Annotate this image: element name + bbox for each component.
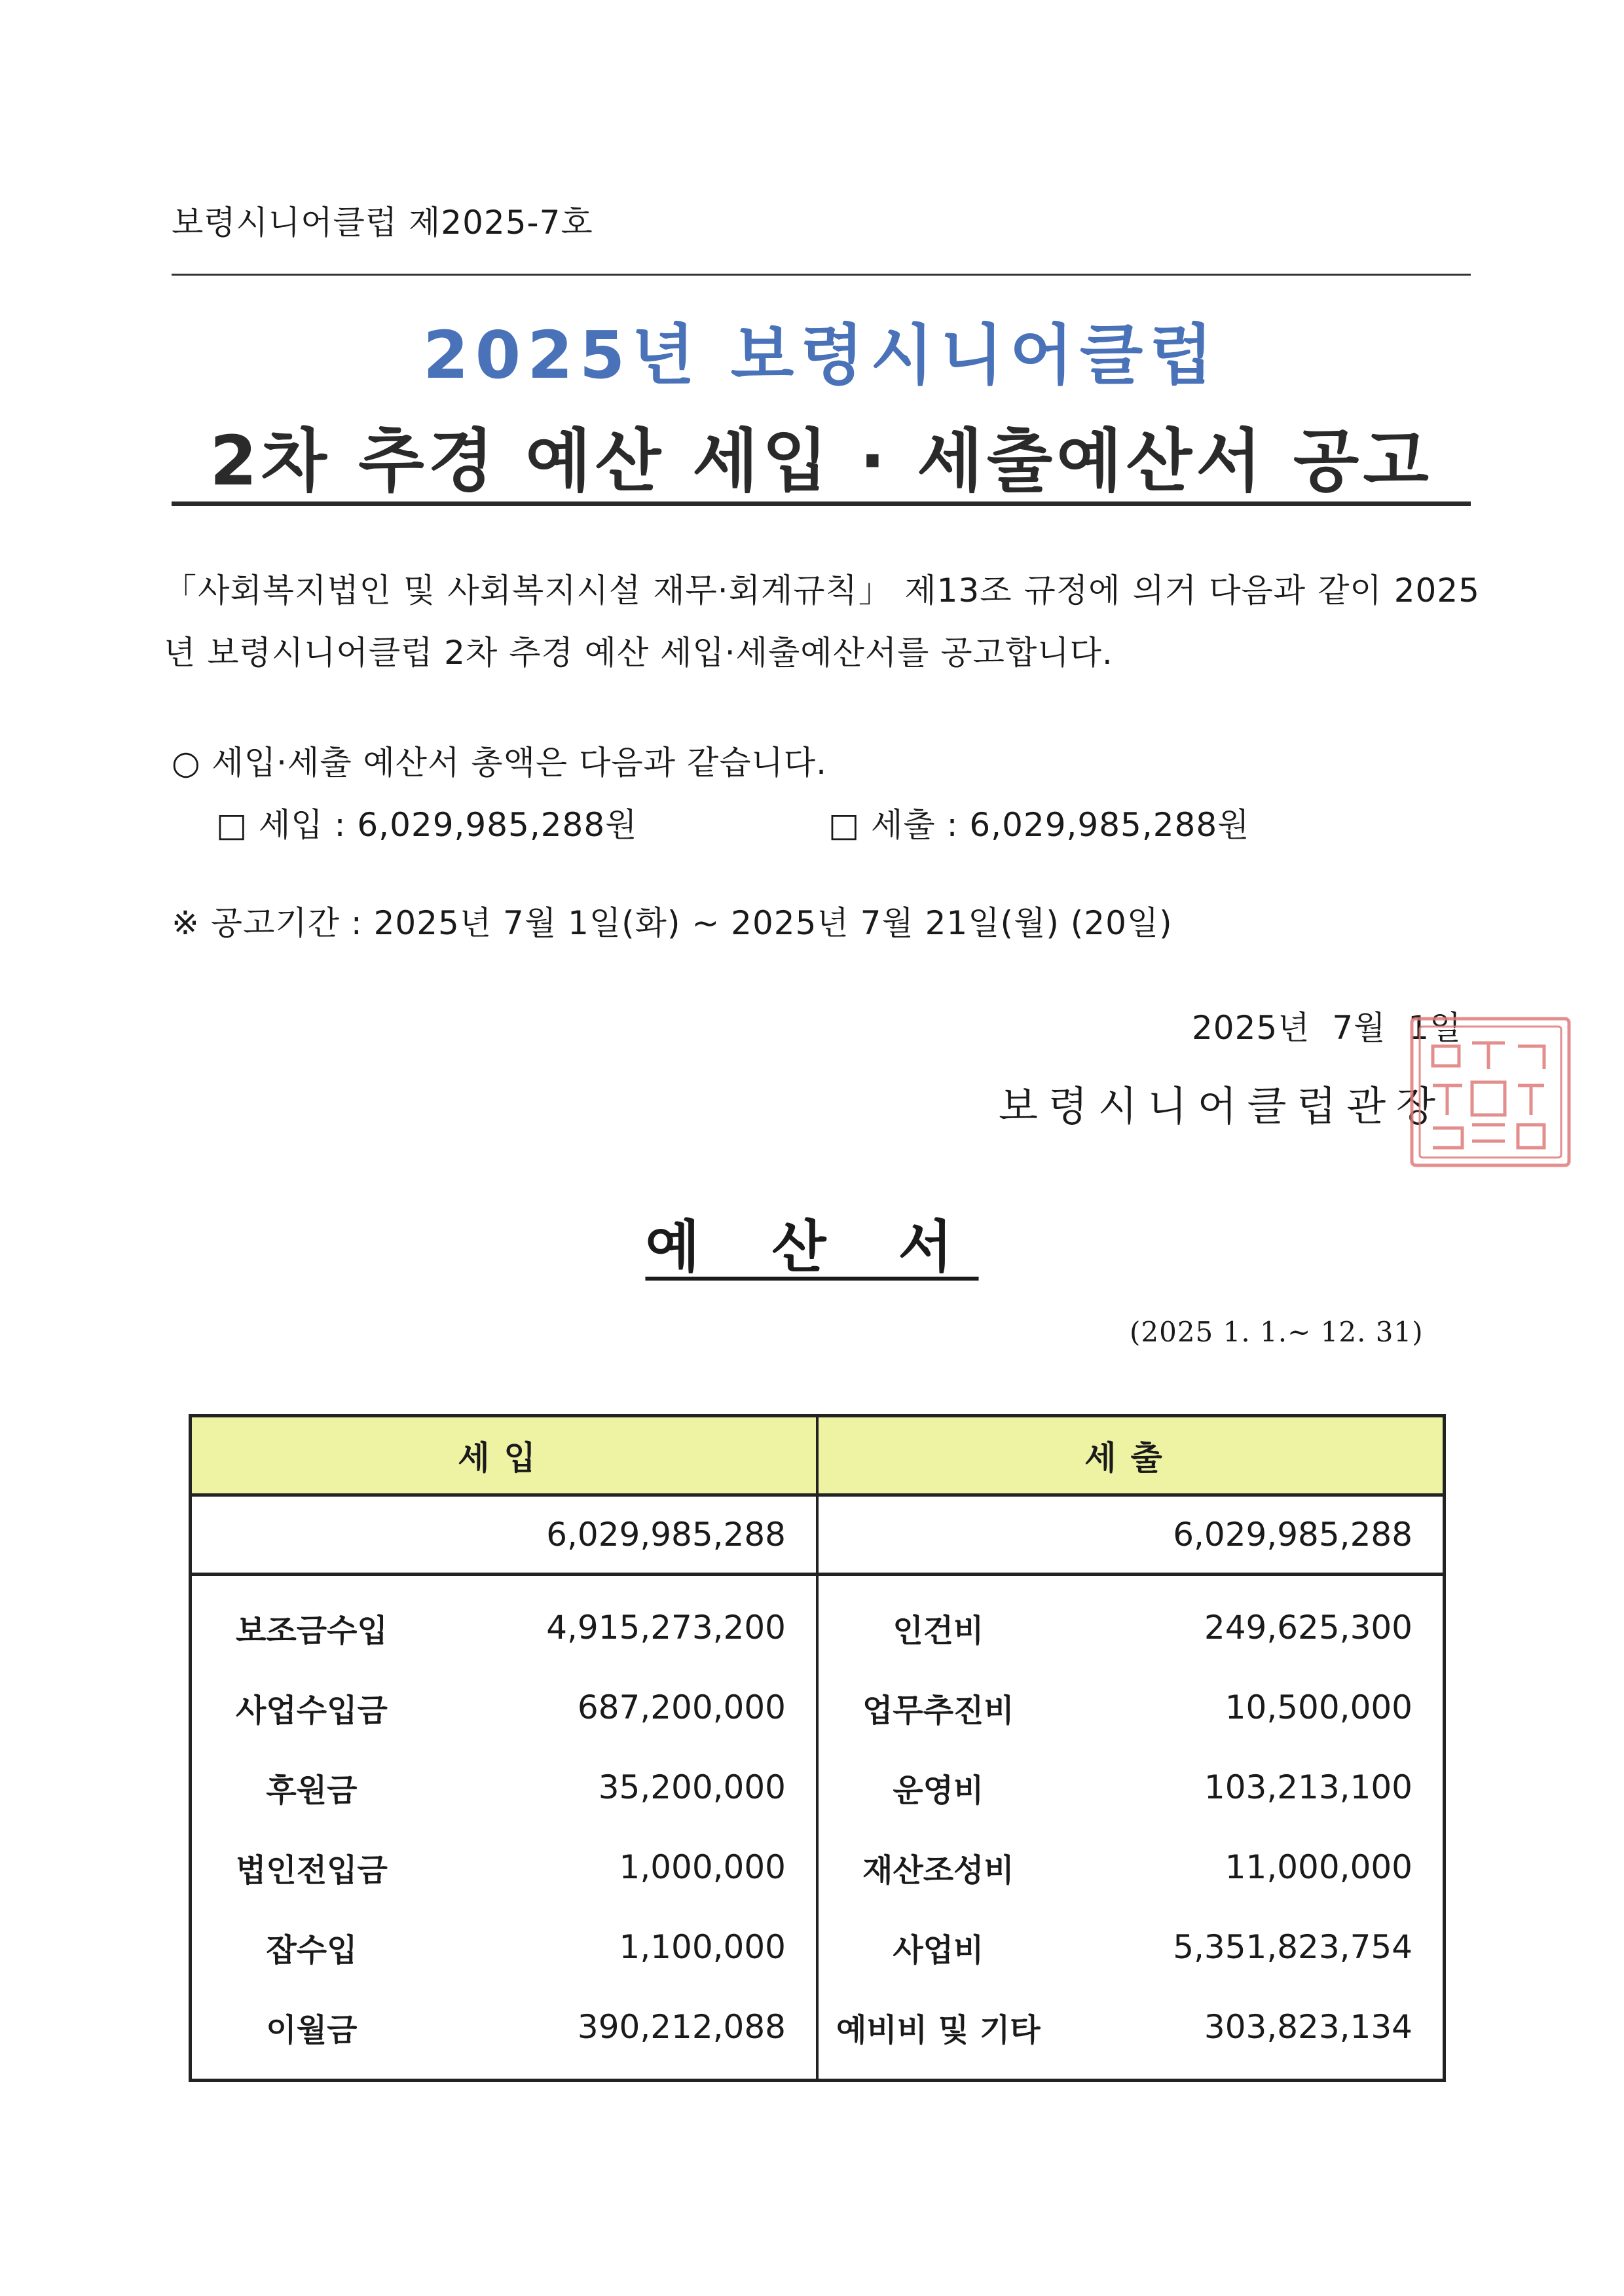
expense-item-label: 운영비 bbox=[893, 1772, 984, 1809]
revenue-item-label: 보조금수입 bbox=[235, 1612, 388, 1649]
revenue-item-label: 사업수입금 bbox=[235, 1692, 388, 1729]
revenue-item-amount: 390,212,088 bbox=[432, 1987, 817, 2081]
notice-period: ※ 공고기간 : 2025년 7월 1일(화) ~ 2025년 7월 21일(월) (20일) bbox=[172, 904, 1173, 942]
table-header-row bbox=[191, 1416, 1445, 1495]
budget-period: (2025 1. 1.~ 12. 31) bbox=[1130, 1316, 1424, 1348]
revenue-item-amount: 35,200,000 bbox=[432, 1747, 817, 1827]
expense-item-label: 업무추진비 bbox=[862, 1692, 1014, 1729]
expense-item-amount: 11,000,000 bbox=[1225, 1848, 1412, 1886]
expense-item-label: 예비비 및 기타 bbox=[836, 2011, 1041, 2049]
revenue-item-amount: 687,200,000 bbox=[432, 1667, 817, 1747]
title-underline bbox=[172, 501, 1471, 506]
official-seal-icon bbox=[1407, 1013, 1574, 1171]
document-number: 보령시니어클럽 제2025-7호 bbox=[172, 204, 593, 242]
intro-paragraph: 「사회복지법인 및 사회복지시설 재무·회계규칙」 제13조 규정에 의거 다음과 같이 2025년 보령시니어클럽 2차 추경 예산 세입·세출예산서를 공고합니다. bbox=[164, 572, 1480, 672]
revenue-item-amount: 1,100,000 bbox=[432, 1907, 817, 1987]
expense-item-amount: 103,213,100 bbox=[1204, 1768, 1412, 1806]
table-row bbox=[191, 1667, 1445, 1747]
revenue-item-label: 법인전입금 bbox=[235, 1851, 388, 1889]
table-row bbox=[191, 1575, 1445, 1668]
header-divider bbox=[172, 274, 1471, 276]
budget-table bbox=[189, 1414, 1446, 2082]
expense-header: 세출 bbox=[817, 1416, 1445, 1495]
expense-total-line: □ 세출 : 6,029,985,288원 bbox=[828, 806, 1250, 844]
title-line-1: 2025년 보령시니어클럽 bbox=[423, 317, 1219, 393]
table-row bbox=[191, 1747, 1445, 1827]
summary-text: ○ 세입·세출 예산서 총액은 다음과 같습니다. bbox=[172, 744, 827, 782]
budget-title: 예 산 서 bbox=[645, 1214, 979, 1280]
revenue-item-label: 후원금 bbox=[266, 1772, 358, 1809]
revenue-item-label: 이월금 bbox=[266, 2011, 358, 2049]
expense-item-amount: 249,625,300 bbox=[1204, 1609, 1412, 1647]
expense-item-amount: 10,500,000 bbox=[1225, 1688, 1412, 1726]
table-row bbox=[191, 1987, 1445, 2081]
expense-item-amount: 303,823,134 bbox=[1204, 2008, 1412, 2046]
revenue-header: 세입 bbox=[191, 1416, 817, 1495]
revenue-total-line: □ 세입 : 6,029,985,288원 bbox=[216, 806, 638, 844]
revenue-total: 6,029,985,288 bbox=[191, 1495, 817, 1575]
revenue-item-amount: 1,000,000 bbox=[432, 1827, 817, 1907]
issuer-name: 보령시니어클럽관장 bbox=[999, 1082, 1447, 1130]
revenue-item-amount: 4,915,273,200 bbox=[432, 1575, 817, 1668]
expense-item-label: 사업비 bbox=[893, 1931, 984, 1969]
notice-date: 2025년 7월 1일 bbox=[1192, 1009, 1462, 1047]
title-line-2: 2차 추경 예산 세입 · 세출예산서 공고 bbox=[210, 421, 1433, 501]
table-total-row bbox=[191, 1495, 1445, 1575]
table-row bbox=[191, 1907, 1445, 1987]
table-row bbox=[191, 1827, 1445, 1907]
expense-item-amount: 5,351,823,754 bbox=[1173, 1928, 1412, 1966]
expense-item-label: 인건비 bbox=[893, 1612, 984, 1649]
expense-item-label: 재산조성비 bbox=[862, 1851, 1014, 1889]
revenue-item-label: 잡수입 bbox=[266, 1931, 358, 1969]
expense-total: 6,029,985,288 bbox=[817, 1495, 1445, 1575]
